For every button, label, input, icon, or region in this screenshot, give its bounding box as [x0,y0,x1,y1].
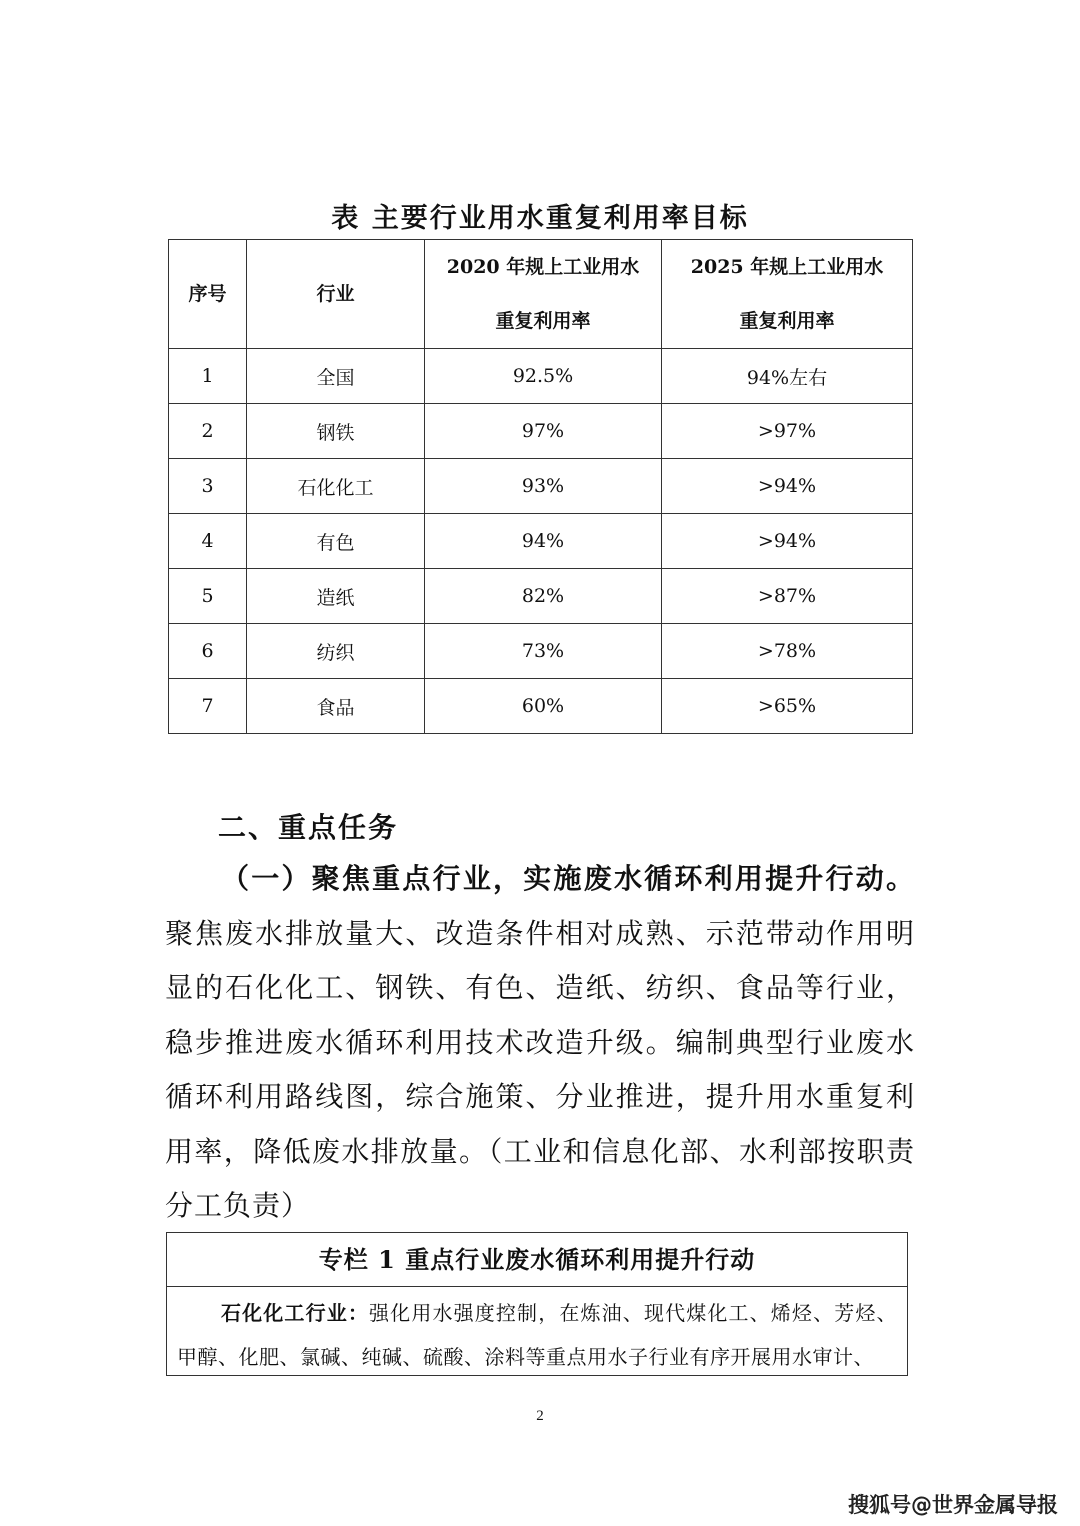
column-box-title: 专栏 1 重点行业废水循环利用提升行动 [167,1233,907,1287]
table-row [169,624,913,679]
section-paragraph [165,852,915,1234]
cell-2020: 97% [425,404,662,459]
source-watermark: 搜狐号@世界金属导报 [848,1493,1058,1517]
column-box-1 [166,1232,908,1376]
header-industry: 行业 [247,240,425,349]
header-2020-line2: 重复利用率 [495,310,591,332]
header-2020-line1: 2020 年规上工业用水 [446,256,640,278]
cell-no: 1 [169,349,247,404]
cell-industry: 纺织 [247,624,425,679]
cell-2020: 73% [425,624,662,679]
table-row [169,569,913,624]
cell-industry: 全国 [247,349,425,404]
cell-no: 5 [169,569,247,624]
table-row [169,404,913,459]
page-number: 2 [536,1408,544,1424]
column-box-body [167,1287,907,1379]
table-row [169,679,913,734]
cell-2020: 92.5% [425,349,662,404]
paragraph-lead: （一）聚焦重点行业，实施废水循环利用提升行动。 [221,862,915,895]
cell-industry: 石化化工 [247,459,425,514]
cell-2020: 93% [425,459,662,514]
column-box-lead: 石化化工行业： [221,1301,370,1325]
column-box-text: 强化用水强度控制，在炼油、现代煤化工、烯烃、芳烃、甲醇、化肥、氯碱、纯碱、硫酸、涂料等重点用水子行业有序开展用水审计、 [177,1301,898,1369]
cell-no: 6 [169,624,247,679]
cell-2025: >78% [662,624,913,679]
cell-industry: 食品 [247,679,425,734]
cell-2025: >94% [662,514,913,569]
cell-2025: >97% [662,404,913,459]
cell-no: 3 [169,459,247,514]
cell-2020: 60% [425,679,662,734]
header-2025-line1: 2025 年规上工业用水 [690,256,884,278]
table-title: 表 主要行业用水重复利用率目标 [331,203,749,234]
table-row [169,349,913,404]
paragraph-body: 聚焦废水排放量大、改造条件相对成熟、示范带动作用明显的石化化工、钢铁、有色、造纸、纺织、食品等行业，稳步推进废水循环利用技术改造升级。编制典型行业废水循环利用路线图，综合施策、分业推进，提升用水重复利用率，降低废水排放量。（工业和信息化部、水利部按职责分工负责） [165,916,915,1222]
header-no: 序号 [169,240,247,349]
cell-no: 7 [169,679,247,734]
cell-industry: 有色 [247,514,425,569]
cell-industry: 造纸 [247,569,425,624]
cell-no: 2 [169,404,247,459]
header-2020 [425,240,662,349]
cell-2025: 94%左右 [662,349,913,404]
header-2025-line2: 重复利用率 [739,310,835,332]
table-header-row [169,240,913,349]
cell-no: 4 [169,514,247,569]
cell-2025: >65% [662,679,913,734]
cell-2025: >94% [662,459,913,514]
table-row [169,514,913,569]
table-row [169,459,913,514]
cell-2020: 82% [425,569,662,624]
header-2025 [662,240,913,349]
section-heading: 二、重点任务 [218,811,399,844]
cell-2025: >87% [662,569,913,624]
cell-industry: 钢铁 [247,404,425,459]
cell-2020: 94% [425,514,662,569]
water-reuse-target-table [168,239,913,734]
